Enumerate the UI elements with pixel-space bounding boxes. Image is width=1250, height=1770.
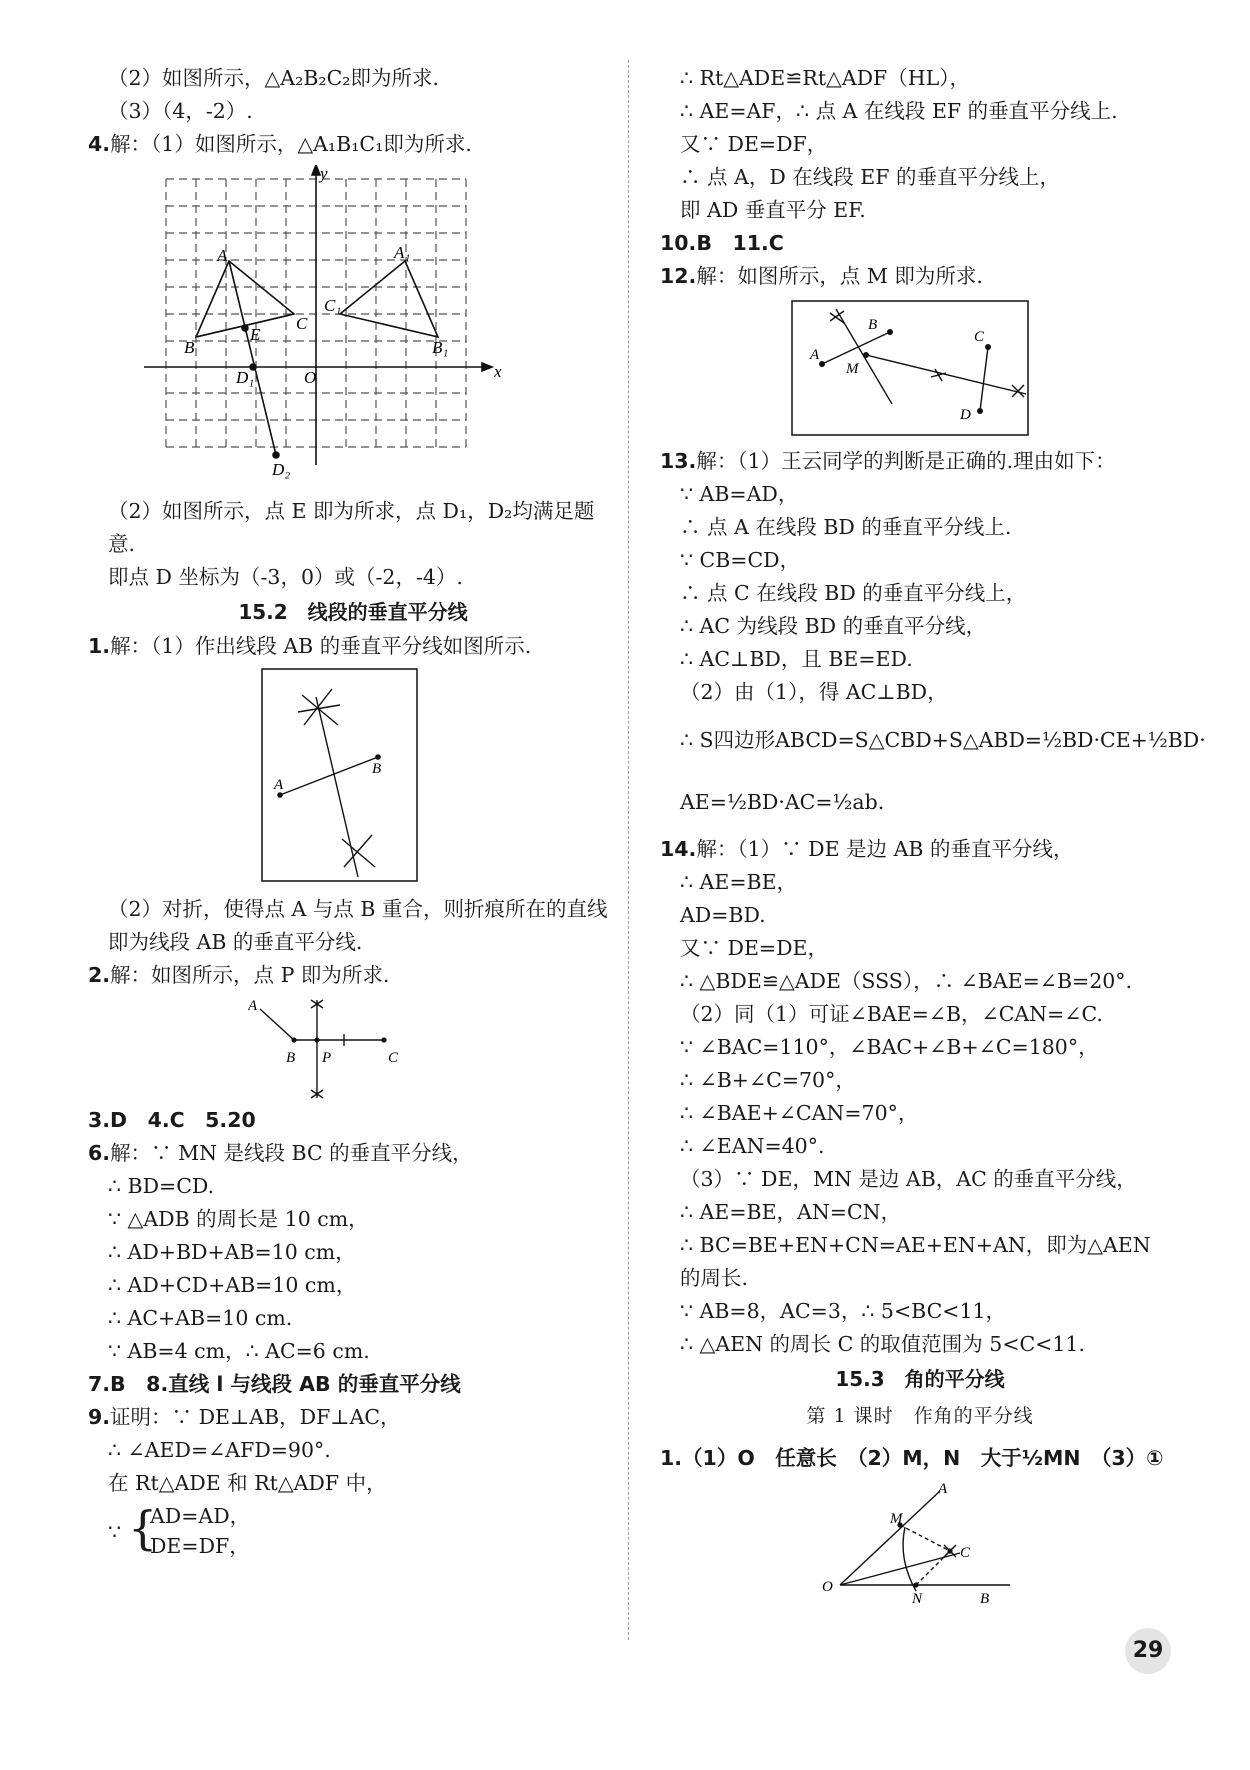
answer-line: ∵ AB=4 cm，∴ AC=6 cm.	[108, 1339, 370, 1363]
lesson-subheading: 第 1 课时 作角的平分线	[806, 1405, 1034, 1427]
answer-line: ∴ AC⊥BD，且 BE=ED.	[680, 647, 913, 671]
answer-line: DE=DF，	[150, 1534, 250, 1558]
point-label: C	[296, 314, 308, 333]
answer-line: 解：（1）∵ DE 是边 AB 的垂直平分线，	[696, 837, 1074, 861]
y-axis-label: y	[320, 165, 328, 183]
answer-line: ∴ 点 C 在线段 BD 的垂直平分线上，	[680, 581, 1027, 605]
point-label: B	[286, 1050, 296, 1066]
answer-line: ∵ AB=AD，	[680, 482, 799, 506]
point-label: O	[822, 1579, 833, 1595]
answer-line: ∴ AC+AB=10 cm.	[108, 1306, 293, 1330]
point-label: E	[250, 325, 261, 344]
answer-line: 解：（1）作出线段 AB 的垂直平分线如图所示.	[110, 634, 532, 658]
answer-line: ∵ AB=8，AC=3，∴ 5<BC<11，	[680, 1299, 1007, 1323]
answer-line: AD=BD.	[680, 903, 766, 927]
question-number: 13.	[660, 449, 697, 473]
answer-line: ∴ AE=BE，	[680, 870, 798, 894]
answer-line: 即点 D 坐标为（-3，0）或（-2，-4）.	[108, 565, 463, 589]
question-number: 2.	[88, 963, 111, 987]
answer-line: （2）对折，使得点 A 与点 B 重合，则折痕所在的直线即为线段 AB 的垂直平分线.	[108, 897, 608, 954]
question-number: 4.	[88, 132, 111, 156]
answer-line: ∵ ∠BAC=110°，∠BAC+∠B+∠C=180°，	[680, 1035, 1099, 1059]
point-label: B	[184, 338, 195, 357]
point-label: N	[912, 1591, 923, 1606]
point-label: M	[846, 361, 859, 377]
right-column	[660, 62, 1206, 1606]
answer-line: （3）∵ DE，MN 是边 AB，AC 的垂直平分线，	[680, 1167, 1137, 1191]
x-axis-label: x	[494, 362, 502, 381]
answer-line: 解：如图所示，点 M 即为所求.	[696, 264, 983, 288]
answer-line: （2）同（1）可证∠BAE=∠B，∠CAN=∠C.	[680, 1002, 1103, 1026]
brace-system: ∵ { AD=AD， DE=DF，	[88, 1500, 618, 1562]
point-label: A	[217, 246, 228, 265]
answer-line: 的周长.	[680, 1266, 749, 1290]
point-label: A	[274, 777, 284, 793]
answer-line: 在 Rt△ADE 和 Rt△ADF 中，	[108, 1471, 387, 1495]
answer-line: （2）如图所示，△A₂B₂C₂即为所求.	[108, 66, 440, 90]
question-number: 14.	[660, 837, 697, 861]
answer-line: 即 AD 垂直平分 EF.	[680, 198, 866, 222]
answer-line: （2）由（1），得 AC⊥BD，	[680, 680, 948, 704]
point-label: A₁	[394, 243, 411, 262]
point-label: P	[322, 1050, 332, 1066]
answer-line: 7.B 8.直线 l 与线段 AB 的垂直平分线	[88, 1372, 461, 1396]
answer-line: 又∵ DE=DE，	[680, 936, 828, 960]
point-label: C	[388, 1050, 399, 1066]
point-m-figure	[790, 299, 1030, 439]
question-number: 9.	[88, 1405, 111, 1429]
point-label: B	[372, 761, 382, 777]
question-number: 6.	[88, 1141, 111, 1165]
answer-line: 解：（1）如图所示，△A₁B₁C₁即为所求.	[110, 132, 472, 156]
answer-line: AD=AD，	[150, 1504, 251, 1528]
answer-line: 解：（1）王云同学的判断是正确的.理由如下：	[696, 449, 1116, 473]
point-label: M	[890, 1511, 903, 1527]
page-number: 29	[1125, 1628, 1171, 1674]
answer-line: （3）（4，-2）.	[108, 99, 253, 123]
answer-line: ∴ AE=AF，∴ 点 A 在线段 EF 的垂直平分线上.	[680, 99, 1118, 123]
point-label: C	[960, 1545, 971, 1561]
answer-line: ∵ CB=CD，	[680, 548, 801, 572]
answer-line: ∴ △BDE≌△ADE（SSS），∴ ∠BAE=∠B=20°.	[680, 969, 1133, 993]
left-column	[88, 62, 618, 1562]
answer-line: ∴ ∠B+∠C=70°，	[680, 1068, 856, 1092]
answer-line: ∴ AD+BD+AB=10 cm，	[108, 1240, 356, 1264]
section-heading: 15.2 线段的垂直平分线	[238, 600, 468, 624]
column-divider	[628, 60, 629, 1640]
answer-line: ∴ S四边形ABCD=S△CBD+S△ABD=½BD·CE+½BD·	[680, 728, 1206, 752]
coordinate-grid-figure	[144, 165, 524, 495]
answer-line: 证明：∵ DE⊥AB，DF⊥AC，	[110, 1405, 401, 1429]
answer-line: ∵ △ADB 的周长是 10 cm，	[108, 1207, 369, 1231]
answer-line: 解：如图所示，点 P 即为所求.	[110, 963, 390, 987]
point-label: B₁	[432, 338, 449, 357]
answer-line: ∴ ∠EAN=40°.	[680, 1134, 825, 1158]
question-number: 12.	[660, 264, 697, 288]
point-label: B	[980, 1591, 990, 1606]
section-heading: 15.3 角的平分线	[835, 1367, 1005, 1391]
answer-line: （2）如图所示，点 E 即为所求，点 D₁，D₂均满足题意.	[108, 499, 595, 556]
point-label: A	[938, 1481, 948, 1497]
angle-bisector-figure	[820, 1481, 1020, 1606]
origin-label: O	[304, 368, 317, 387]
point-label: A	[810, 347, 820, 363]
point-label: C	[974, 329, 985, 345]
question-number: 1.	[88, 634, 111, 658]
point-p-figure	[248, 994, 428, 1104]
point-label: D	[960, 407, 971, 423]
point-label: C₁	[324, 296, 342, 315]
answer-line: ∴ ∠AED=∠AFD=90°.	[108, 1438, 331, 1462]
answer-line: AE=½BD·AC=½ab.	[680, 790, 885, 814]
answer-line: ∴ AD+CD+AB=10 cm，	[108, 1273, 357, 1297]
point-label: B	[868, 317, 878, 333]
answer-line: 解：∵ MN 是线段 BC 的垂直平分线，	[110, 1141, 473, 1165]
answer-line: ∴ BD=CD.	[108, 1174, 215, 1198]
answer-line: 10.B 11.C	[660, 231, 784, 255]
point-label: D₂	[272, 460, 291, 479]
answer-line: ∴ ∠BAE+∠CAN=70°，	[680, 1101, 919, 1125]
answer-line: ∴ AE=BE，AN=CN，	[680, 1200, 902, 1224]
answer-line: ∴ 点 A，D 在线段 EF 的垂直平分线上，	[680, 165, 1061, 189]
answer-line: ∴ Rt△ADE≌Rt△ADF（HL），	[680, 66, 971, 90]
answer-line: ∴ AC 为线段 BD 的垂直平分线，	[680, 614, 987, 638]
point-label: A	[248, 998, 258, 1014]
answer-line: ∴ 点 A 在线段 BD 的垂直平分线上.	[680, 515, 1012, 539]
answer-line: ∴ △AEN 的周长 C 的取值范围为 5<C<11.	[680, 1332, 1085, 1356]
answer-line: ∴ BC=BE+EN+CN=AE+EN+AN，即为△AEN	[680, 1233, 1151, 1257]
perpendicular-bisector-figure	[260, 667, 420, 887]
answer-line: 1.（1）O 任意长 （2）M，N 大于½MN （3）①	[660, 1446, 1164, 1470]
answer-line: 3.D 4.C 5.20	[88, 1108, 256, 1132]
point-label: D₁	[236, 368, 255, 387]
answer-line: 又∵ DE=DF，	[680, 132, 828, 156]
